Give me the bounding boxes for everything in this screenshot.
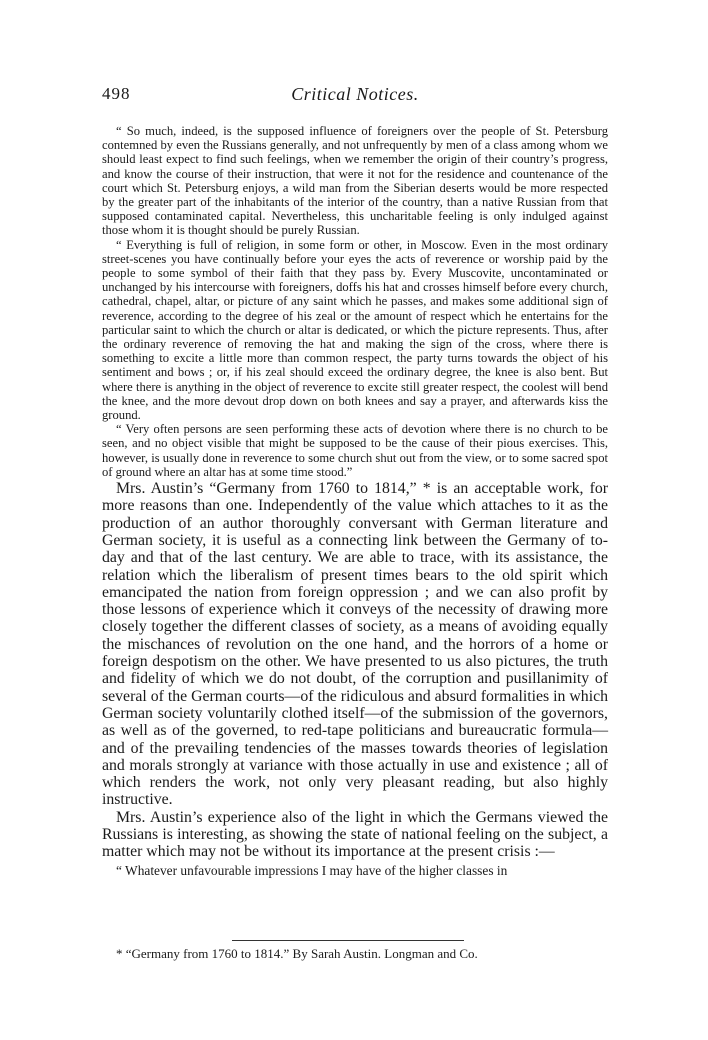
footnote: * “Germany from 1760 to 1814.” By Sarah Austin. Longman and Co. [116,946,478,961]
running-title: Critical Notices. [291,84,419,104]
page-header [102,84,608,108]
body-paragraph-1: Mrs. Austin’s “Germany from 1760 to 1814,” * is an acceptable work, for more reasons than one. Independently of the value which attaches to it as the production of an author thoroughly conversant with German literature and German society, it is useful as a connecting link between the Germany of to-day and that of the last century. We are able to trace, with its assistance, the relation which the liberalism of present times bears to the old spirit which emancipated the nation from foreign oppression ; and we can also profit by those lessons of experience which it conveys of the necessity of drawing more closely together the different classes of society, as a means of avoiding equally the mischances of revolution on the one hand, and the horrors of a home or foreign despotism on the other. We have presented to us also pictures, the truth and fidelity of which we do not doubt, of the corruption and pusillanimity of several of the German courts—of the ridiculous and absurd formalities in which German society voluntarily clothed itself—of the submission of the governors, as well as of the governed, to red-tape politicians and bureaucratic formula—and of the prevailing tendencies of the masses towards theories of legislation and morals strongly at variance with those actually in use and existence ; all of which renders the work, not only very pleasant reading, but also highly instructive. [102,480,608,809]
quote-paragraph-1: “ So much, indeed, is the supposed influence of foreigners over the people of St. Petersburg contemned by even the Russians generally, and not unfrequently by men of a class among whom we should least expect to find such feelings, when we remember the origin of their country’s progress, and know the course of their instruction, that were it not for the residence and countenance of the court which St. Petersburg enjoys, a wild man from the Siberian deserts would be more respected by the greater part of the inhabitants of the interior of the country, than a native Russian from that supposed contaminated capital. Nevertheless, this uncharitable feeling is only indulged against those whom it is thought should be purely Russian. [102,124,608,238]
body-paragraph-2: Mrs. Austin’s experience also of the light in which the Germans viewed the Russians is interesting, as showing the state of national feeling on the subject, a matter which may not be without its importance at the present crisis :— [102,808,608,861]
quote-paragraph-2: “ Everything is full of religion, in some form or other, in Moscow. Even in the most ordinary street-scenes you have continually before your eyes the acts of reverence or worship paid by the people to some symbol of their faith that they pass by. Every Muscovite, uncontaminated or unchanged by his intercourse with foreigners, doffs his hat and crosses himself before every church, cathedral, chapel, altar, or picture of any saint which he passes, and makes some additional sign of reverence, according to the degree of his zeal or the amount of respect which he entertains for the particular saint to which the church or altar is dedicated, or which the picture represents. Thus, after the ordinary reverence of removing the hat and making the sign of the cross, where there is something to excite a little more than common respect, the party turns towards the object of his sentiment and bows ; or, if his zeal should exceed the ordinary degree, the knee is also bent. But where there is anything in the object of reverence to excite still greater respect, the coolest will bend the knee, and the more devout drop down on both knees and say a prayer, and afterwards kiss the ground. [102,237,608,423]
page-body [102,124,608,878]
quote-paragraph-3: “ Very often persons are seen performing these acts of devotion where there is no church to be seen, and no object visible that might be supposed to be the cause of their pious exercises. This, however, is usually done in reverence to some church shut out from the view, or to some sacred spot of ground where an altar has at some time stood.” [102,422,608,479]
quote-paragraph-4: “ Whatever unfavourable impressions I may have of the higher classes in [116,862,508,878]
footnote-rule [232,940,464,941]
page-number: 498 [102,84,131,103]
